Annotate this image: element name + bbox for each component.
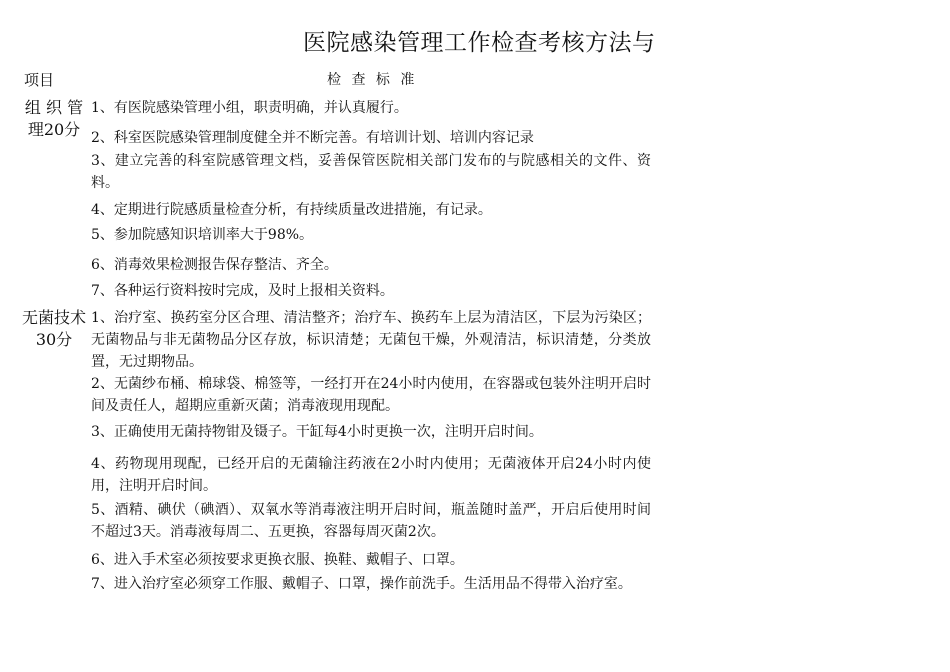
criterion-org-1: 1、有医院感染管理小组，职责明确，并认真履行。 bbox=[91, 100, 408, 116]
column-header-standard: 检 查 标 准 bbox=[327, 72, 418, 88]
criterion-org-2: 2、科室医院感染管理制度健全并不断完善。有培训计划、培训内容记录 bbox=[91, 130, 534, 146]
criterion-aseptic-7: 7、进入治疗室必须穿工作服、戴帽子、口罩，操作前洗手。生活用品不得带入治疗室。 bbox=[91, 576, 632, 592]
criterion-org-5: 5、参加院感知识培训率大于98%。 bbox=[91, 227, 314, 243]
category-aseptic-technique: 无菌技术30分 bbox=[22, 308, 87, 349]
column-header-item: 项目 bbox=[24, 71, 55, 89]
criterion-aseptic-4: 4、药物现用现配，已经开启的无菌输注药液在2小时内使用；无菌液体开启24小时内使用，注明开启时间。 bbox=[91, 456, 651, 494]
criterion-org-7: 7、各种运行资料按时完成，及时上报相关资料。 bbox=[91, 283, 394, 299]
criterion-org-3: 3、建立完善的科室院感管理文档，妥善保管医院相关部门发布的与院感相关的文件、资料。 bbox=[91, 153, 651, 191]
criterion-aseptic-1: 1、治疗室、换药室分区合理、清洁整齐；治疗车、换药车上层为清洁区，下层为污染区；无菌物品与非无菌物品分区存放，标识清楚；无菌包干燥，外观清洁，标识清楚，分类放置，无过期物品。 bbox=[91, 310, 651, 370]
criterion-org-6: 6、消毒效果检测报告保存整洁、齐全。 bbox=[91, 257, 338, 273]
criterion-aseptic-3: 3、正确使用无菌持物钳及镊子。干缸每4小时更换一次，注明开启时间。 bbox=[91, 424, 543, 440]
criterion-aseptic-6: 6、进入手术室必须按要求更换衣服、换鞋、戴帽子、口罩。 bbox=[91, 552, 464, 568]
criterion-aseptic-5: 5、酒精、碘伏（碘酒）、双氧水等消毒液注明开启时间，瓶盖随时盖严，开启后使用时间不超过3天。消毒液每周二、五更换，容器每周灭菌2次。 bbox=[91, 502, 651, 540]
criterion-org-4: 4、定期进行院感质量检查分析，有持续质量改进措施，有记录。 bbox=[91, 202, 492, 218]
criterion-aseptic-2: 2、无菌纱布桶、棉球袋、棉签等，一经打开在24小时内使用，在容器或包装外注明开启时间及责任人，超期应重新灭菌；消毒液现用现配。 bbox=[91, 376, 651, 414]
document-title: 医院感染管理工作检查考核方法与 bbox=[303, 30, 656, 56]
category-organization: 组 织 管理20分 bbox=[24, 98, 84, 139]
